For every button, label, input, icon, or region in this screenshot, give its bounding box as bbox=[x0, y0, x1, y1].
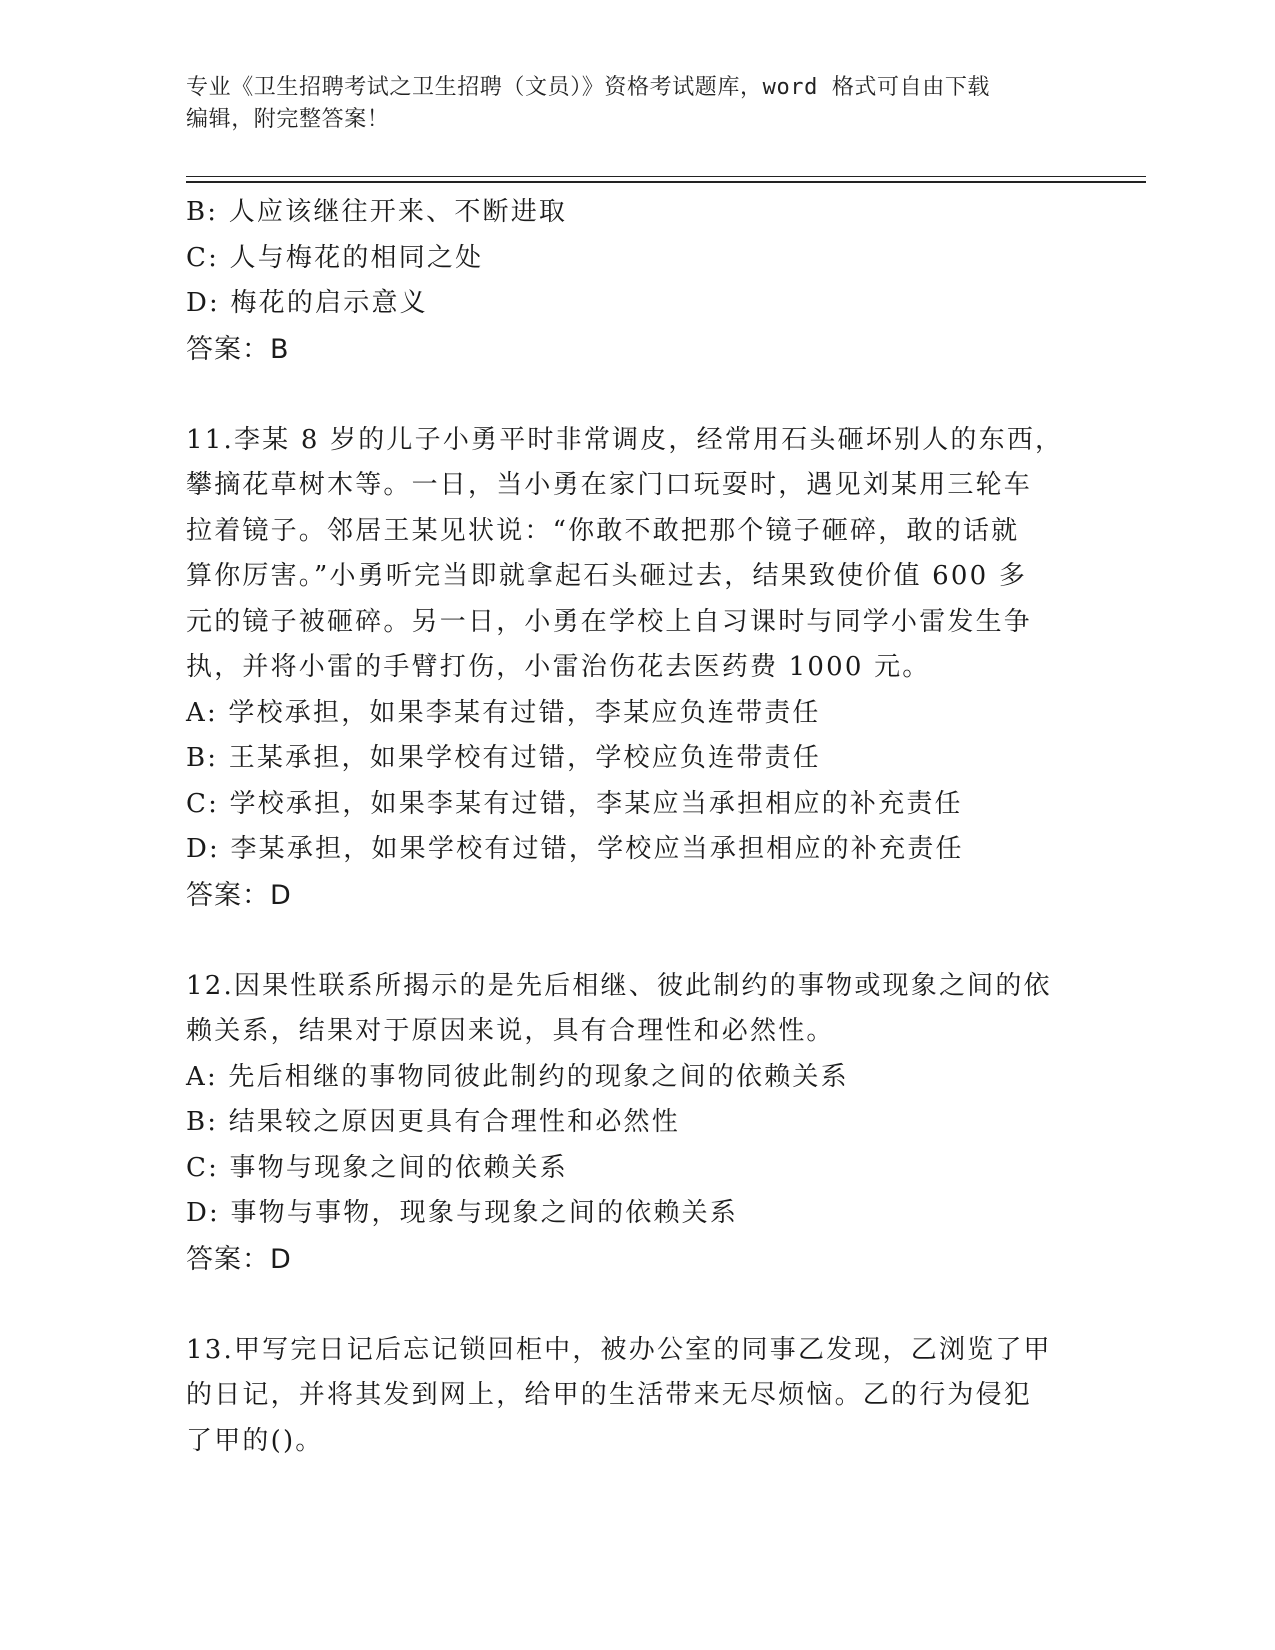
page-header bbox=[186, 72, 1066, 136]
spacer bbox=[186, 372, 1086, 418]
header-divider-thick bbox=[186, 181, 1146, 183]
q11-stem-line: 执，并将小雷的手臂打伤，小雷治伤花去医药费 1000 元。 bbox=[186, 652, 931, 682]
q12-option-d: D: 事物与事物，现象与现象之间的依赖关系 bbox=[186, 1198, 739, 1228]
question-12-block bbox=[186, 964, 1086, 1283]
q13-stem-line: 了甲的()。 bbox=[186, 1425, 324, 1456]
q12-option-b: B: 结果较之原因更具有合理性和必然性 bbox=[186, 1107, 680, 1137]
q11-option-b: B: 王某承担，如果学校有过错，学校应负连带责任 bbox=[186, 743, 821, 773]
q12-stem-line: 12.因果性联系所揭示的是先后相继、彼此制约的事物或现象之间的依 bbox=[186, 970, 1052, 1001]
q12-stem-line: 赖关系，结果对于原因来说，具有合理性和必然性。 bbox=[186, 1016, 835, 1046]
q10-option-d: D: 梅花的启示意义 bbox=[186, 288, 428, 318]
header-divider-thin bbox=[186, 176, 1146, 177]
q11-stem-line: 拉着镜子。邻居王某见状说：“你敢不敢把那个镜子砸碎，敢的话就 bbox=[186, 515, 1020, 546]
q11-stem-line: 算你厉害。”小勇听完当即就拿起石头砸过去，结果致使价值 600 多 bbox=[186, 561, 1028, 591]
question-10-block bbox=[186, 190, 1086, 372]
q11-option-c: C: 学校承担，如果李某有过错，李某应当承担相应的补充责任 bbox=[186, 788, 963, 819]
question-11-block bbox=[186, 418, 1086, 919]
q12-answer: 答案：D bbox=[186, 1243, 292, 1275]
q12-option-a: A: 先后相继的事物同彼此制约的现象之间的依赖关系 bbox=[186, 1061, 849, 1092]
q13-stem-line: 13.甲写完日记后忘记锁回柜中，被办公室的同事乙发现，乙浏览了甲 bbox=[186, 1334, 1052, 1365]
q12-option-c: C: 事物与现象之间的依赖关系 bbox=[186, 1152, 568, 1183]
q10-option-b: B: 人应该继往开来、不断进取 bbox=[186, 197, 568, 227]
q11-stem-line: 11.李某 8 岁的儿子小勇平时非常调皮，经常用石头砸坏别人的东西， bbox=[186, 424, 1064, 455]
document-body bbox=[186, 190, 1086, 1464]
header-line-2: 编辑，附完整答案！ bbox=[186, 107, 390, 132]
q10-answer: 答案：B bbox=[186, 333, 290, 365]
header-line-1: 专业《卫生招聘考试之卫生招聘（文员）》资格考试题库，word 格式可自由下载 bbox=[186, 75, 991, 100]
question-13-block bbox=[186, 1328, 1086, 1465]
q11-stem-line: 攀摘花草树木等。一日，当小勇在家门口玩耍时，遇见刘某用三轮车 bbox=[186, 470, 1033, 500]
q11-option-d: D: 李某承担，如果学校有过错，学校应当承担相应的补充责任 bbox=[186, 834, 964, 864]
spacer bbox=[186, 918, 1086, 964]
q11-option-a: A: 学校承担，如果李某有过错，李某应负连带责任 bbox=[186, 697, 821, 728]
q13-stem-line: 的日记，并将其发到网上，给甲的生活带来无尽烦恼。乙的行为侵犯 bbox=[186, 1380, 1033, 1410]
q11-stem-line: 元的镜子被砸碎。另一日，小勇在学校上自习课时与同学小雷发生争 bbox=[186, 606, 1033, 637]
q11-answer: 答案：D bbox=[186, 879, 292, 911]
q10-option-c: C: 人与梅花的相同之处 bbox=[186, 242, 484, 273]
spacer bbox=[186, 1282, 1086, 1328]
